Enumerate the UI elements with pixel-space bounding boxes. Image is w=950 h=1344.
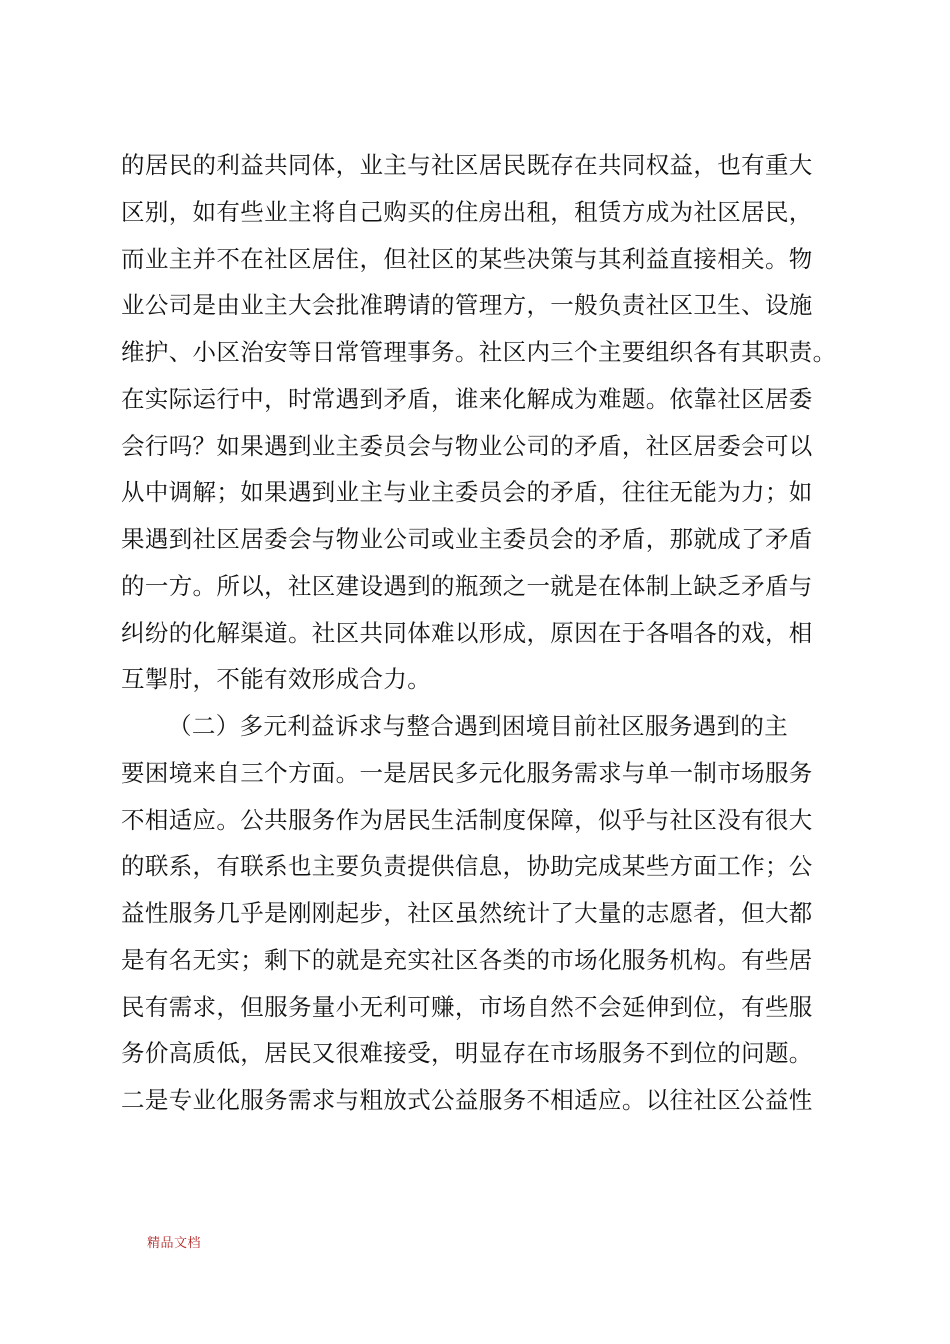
text-line: 的一方。所以，社区建设遇到的瓶颈之一就是在体制上缺乏矛盾与 <box>121 571 813 600</box>
text-line: 务价高质低，居民又很难接受，明显存在市场服务不到位的问题。 <box>121 1039 813 1068</box>
footer-label: 精品文档 <box>147 1236 202 1251</box>
text-line: 区别，如有些业主将自己购买的住房出租，租赁方成为社区居民， <box>121 197 813 226</box>
text-line: 在实际运行中，时常遇到矛盾，谁来化解成为难题。依靠社区居委 <box>121 384 813 413</box>
text-line: 益性服务几乎是刚刚起步，社区虽然统计了大量的志愿者，但大都 <box>121 899 813 927</box>
text-line: 的居民的利益共同体，业主与社区居民既存在共同权益，也有重大 <box>121 151 813 179</box>
text-line: 业公司是由业主大会批准聘请的管理方，一般负责社区卫生、设施 <box>121 291 813 320</box>
text-line: 民有需求，但服务量小无利可赚，市场自然不会延伸到位，有些服 <box>121 992 813 1021</box>
text-line: 纠纷的化解渠道。社区共同体难以形成，原因在于各唱各的戏，相 <box>121 618 813 647</box>
text-line: 要困境来自三个方面。一是居民多元化服务需求与单一制市场服务 <box>121 758 813 787</box>
text-line: 是有名无实；剩下的就是充实社区各类的市场化服务机构。有些居 <box>121 945 813 974</box>
text-line: 果遇到社区居委会与物业公司或业主委员会的矛盾，那就成了矛盾 <box>121 525 813 553</box>
text-line: 而业主并不在社区居住，但社区的某些决策与其利益直接相关。物 <box>121 244 813 273</box>
text-line: 从中调解；如果遇到业主与业主委员会的矛盾，往往无能为力；如 <box>121 478 813 507</box>
text-line: 不相适应。公共服务作为居民生活制度保障，似乎与社区没有很大 <box>121 805 813 834</box>
text-line: 会行吗？如果遇到业主委员会与物业公司的矛盾，社区居委会可以 <box>121 431 813 460</box>
body-text <box>121 142 841 1124</box>
text-line: 二是专业化服务需求与粗放式公益服务不相适应。以往社区公益性 <box>121 1086 813 1114</box>
text-line: 互掣肘，不能有效形成合力。 <box>121 665 432 694</box>
text-line: 的联系，有联系也主要负责提供信息，协助完成某些方面工作；公 <box>121 852 813 881</box>
text-line: 维护、小区治安等日常管理事务。社区内三个主要组织各有其职责。 <box>121 338 837 366</box>
section-heading-line: （二）多元利益诉求与整合遇到困境目前社区服务遇到的主 <box>168 712 789 740</box>
